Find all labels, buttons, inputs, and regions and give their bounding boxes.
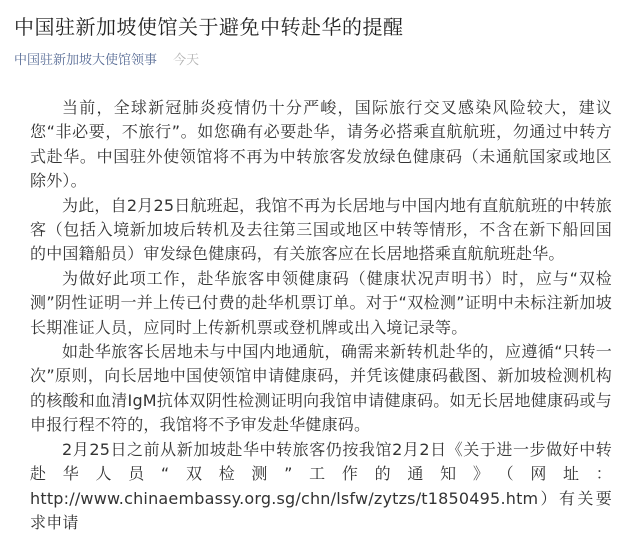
publish-date: 今天: [173, 53, 200, 68]
paragraph: 当前，全球新冠肺炎疫情仍十分严峻，国际旅行交叉感染风险较大，建议您“非必要，不旅行”。如您确有必要赴华，请务必搭乘直航航班，勿通过中转方式赴华。中国驻外使领馆将不再为中转旅客发放绿色健康码（未通航国家或地区除外）。: [30, 98, 612, 191]
paragraph: 如赴华旅客长居地未与中国内地通航，确需来新转机赴华的，应遵循“只转一次”原则，向长居地中国使领馆申请健康码，并凭该健康码截图、新加坡检测机构的核酸和血清IgM抗体双阴性检测证明向我馆申请健康码。如无长居地健康码或与申报行程不符的，我馆将不予审发赴华健康码。: [30, 342, 612, 435]
account-name-link[interactable]: 中国驻新加坡大使馆领事: [14, 53, 158, 68]
article-title: 中国驻新加坡使馆关于避免中转赴华的提醒: [14, 15, 404, 39]
paragraph-with-url: 2月25日之前从新加坡赴华中转旅客仍按我馆2月2日《关于进一步做好中转赴华人员“双检测”工作的通知》（网址：http://www.chinaembassy.org.sg/chn/lsfw/zytzs/t1850495.htm）有关要求申请: [30, 439, 612, 532]
article-meta: [14, 52, 199, 70]
paragraph: 为此，自2月25日航班起，我馆不再为长居地与中国内地有直航航班的中转旅客（包括入境新加坡后转机及去往第三国或地区中转等情形，不含在新下船回国的中国籍船员）审发绿色健康码，有关旅客应在长居地搭乘直航航班赴华。: [30, 195, 612, 264]
paragraph: 为做好此项工作，赴华旅客申领健康码（健康状况声明书）时，应与“双检测”阴性证明一并上传已付费的赴华机票订单。对于“双检测”证明中未标注新加坡长期准证人员，应同时上传新机票或登机牌或出入境记录等。: [30, 268, 612, 337]
article-body: [30, 96, 612, 535]
